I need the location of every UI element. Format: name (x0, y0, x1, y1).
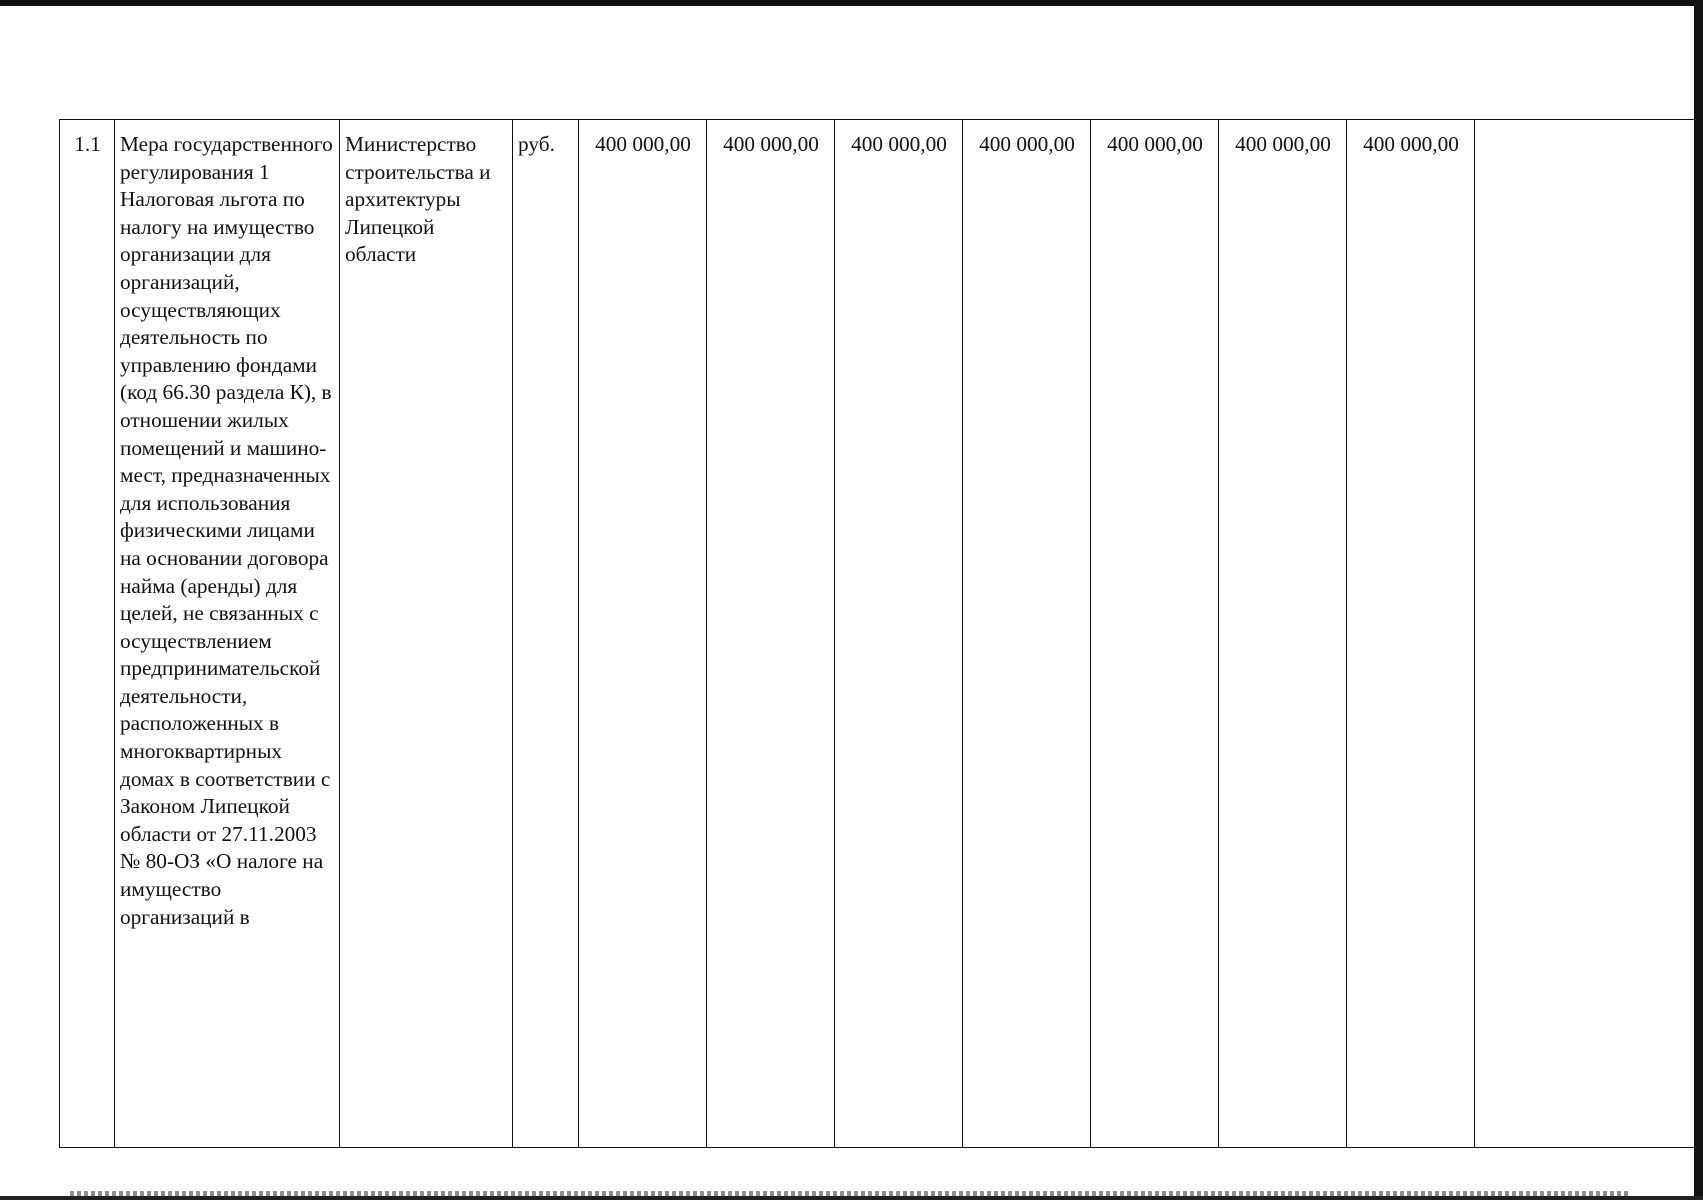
scan-edge-top (0, 0, 1703, 6)
value-cell-5 (1091, 120, 1219, 1148)
value-cell-6 (1219, 120, 1347, 1148)
value-7: 400 000,00 (1363, 132, 1459, 156)
unit: руб. (518, 132, 555, 156)
value-cell-3 (835, 120, 963, 1148)
value-1: 400 000,00 (595, 132, 691, 156)
value-cell-2 (707, 120, 835, 1148)
value-4: 400 000,00 (979, 132, 1075, 156)
value-5: 400 000,00 (1107, 132, 1203, 156)
value-3: 400 000,00 (851, 132, 947, 156)
value-2: 400 000,00 (723, 132, 819, 156)
budget-table (59, 119, 1699, 1148)
measure-description-cell (115, 120, 340, 1148)
unit-cell (513, 120, 579, 1148)
value-cell-1 (579, 120, 707, 1148)
value-6: 400 000,00 (1235, 132, 1331, 156)
row-number: 1.1 (74, 132, 101, 156)
table-row (60, 120, 1699, 1148)
last-empty-cell (1475, 120, 1699, 1148)
responsible-executor-cell (340, 120, 513, 1148)
scan-edge-bottom (0, 1196, 1703, 1200)
measure-description: Мера государственного регулирования 1 Налоговая льгота по налогу на имущество организации для организаций, осуществляющих деятельность по управлению фондами (код 66.30 раздела К), в отношении жилых помещений и машино-мест, предназначенных для использования физическими лицами на основании договора найма (аренды) для целей, не связанных с осуществлением предпринимательской деятельности, расположенных в многоквартирных домах в соответствии с Законом Липецкой области от 27.11.2003 № 80-ОЗ «О налоге на имущество организаций в (120, 132, 333, 929)
responsible-executor: Министерство строительства и архитектуры Липецкой области (345, 132, 491, 267)
value-cell-4 (963, 120, 1091, 1148)
row-number-cell (60, 120, 115, 1148)
scan-bottom-fragment (70, 1191, 1630, 1196)
value-cell-7 (1347, 120, 1475, 1148)
